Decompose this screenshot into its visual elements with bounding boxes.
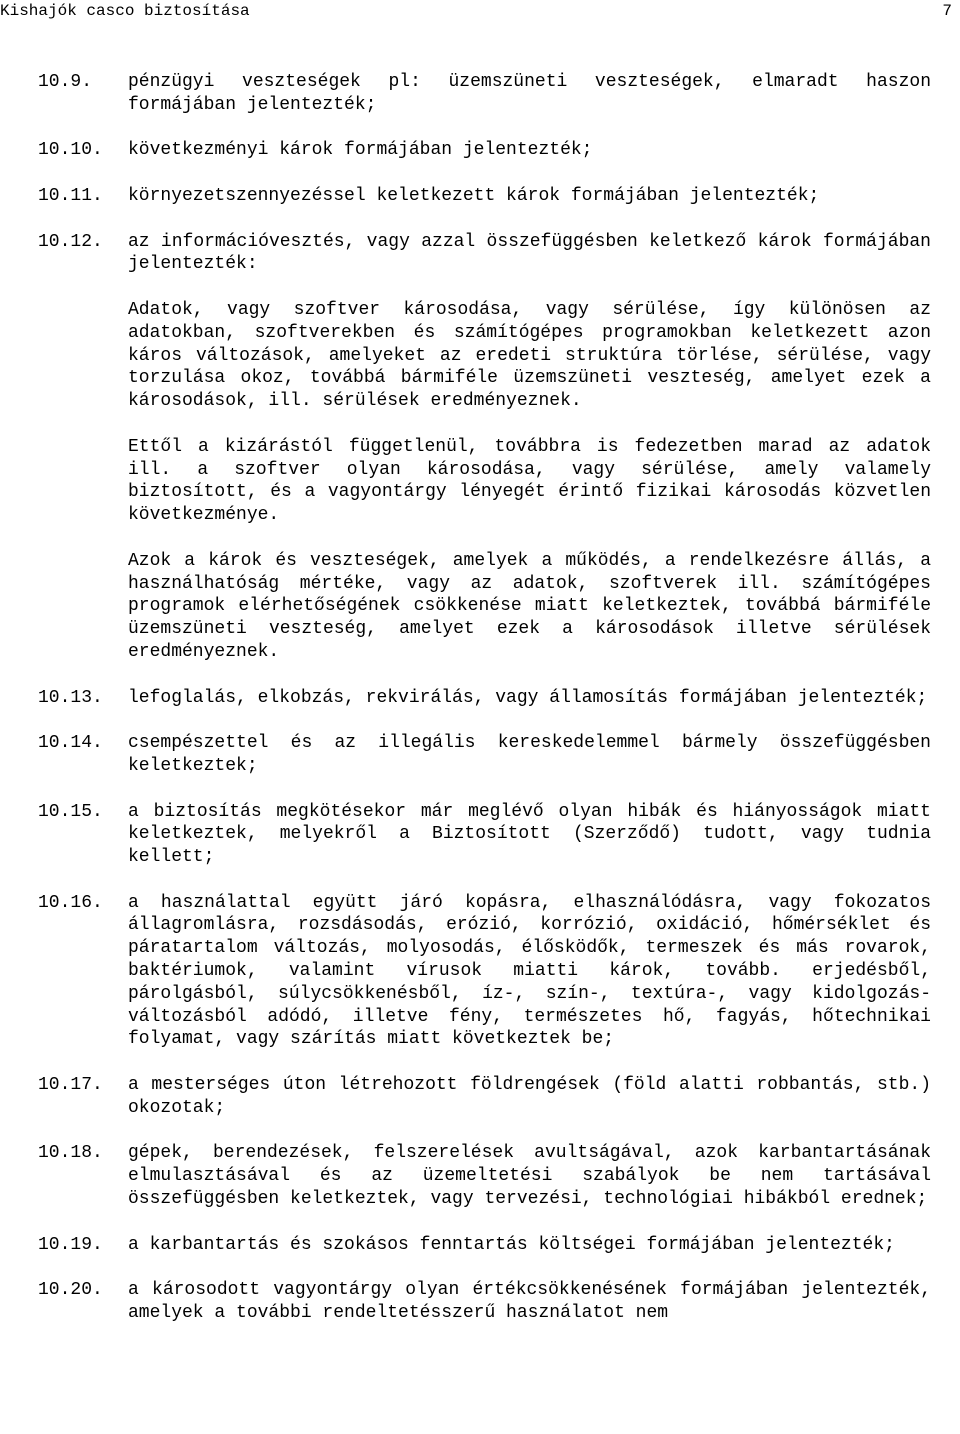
paragraph: az információvesztés, vagy azzal összefüggésben keletkező károk formájában jelentezték: — [128, 231, 931, 275]
item-number: 10.19. — [38, 1234, 103, 1255]
paragraph: Ettől a kizárástól függetlenül, továbbra is fedezetben marad az adatok ill. a szoftver olyan károsodása, vagy sérülése, amely valamely biztosított, és a vagyontárgy lényegét érintő fizikai károsodás közvetlen következménye. — [128, 436, 931, 526]
list-item — [38, 1234, 931, 1257]
item-text — [128, 687, 931, 710]
item-text — [128, 801, 931, 869]
item-number: 10.14. — [38, 733, 103, 754]
item-number: 10.9. — [38, 72, 93, 92]
paragraph: lefoglalás, elkobzás, rekvirálás, vagy államosítás formájában jelentezték; — [128, 687, 928, 708]
item-text — [128, 71, 931, 117]
exclusions-list — [38, 71, 931, 1348]
list-item — [38, 1142, 931, 1210]
item-text — [128, 892, 931, 1052]
paragraph: a biztosítás megkötésekor már meglévő olyan hibák és hiányosságok miatt keletkeztek, melyekről a Biztosított (Szerződő) tudott, vagy tudnia kellett; — [128, 801, 931, 868]
item-text — [128, 231, 931, 664]
item-number: 10.16. — [38, 892, 103, 913]
item-text — [128, 1074, 931, 1120]
list-item — [38, 71, 931, 117]
item-text — [128, 139, 931, 162]
item-number: 10.13. — [38, 687, 103, 708]
item-number: 10.17. — [38, 1075, 103, 1096]
list-item — [38, 1279, 931, 1325]
paragraph: környezetszennyezéssel keletkezett károk formájában jelentezték; — [128, 185, 820, 206]
paragraph: Azok a károk és veszteségek, amelyek a működés, a rendelkezésre állás, a használhatóság mértéke, vagy az adatok, szoftverek ill. számítógépes programok elérhetőségének csökkenése miatt keletkeztek, továbbá bármiféle üzemszüneti veszteség, amelyet ezek a károsodások illetve sérülések eredményeznek. — [128, 550, 931, 662]
list-item — [38, 1074, 931, 1120]
paragraph: a mesterséges úton létrehozott földrengések (föld alatti robbantás, stb.) okozotak; — [128, 1075, 931, 1118]
paragraph: Adatok, vagy szoftver károsodása, vagy sérülése, így különösen az adatokban, szoftverekben és számítógépes programokban keletkezett azon káros változások, amelyeket az eredeti struktúra törlése, sérülése, vagy torzulása okoz, továbbá bármiféle üzemszüneti veszteség, amelyet ezek a károsodások, ill. sérülések eredményeznek. — [128, 299, 931, 412]
item-number: 10.12. — [38, 231, 103, 252]
paragraph: gépek, berendezések, felszerelések avultságával, azok karbantartásának elmulasztásával és az üzemeltetési szabályok be nem tartásával összefüggésben keletkeztek, vagy tervezési, technológiai hibákból erednek; — [128, 1143, 931, 1210]
list-item — [38, 892, 931, 1052]
item-number: 10.11. — [38, 185, 103, 206]
paragraph: a károsodott vagyontárgy olyan értékcsökkenésének formájában jelentezték, amelyek a további rendeltetésszerű használatot nem — [128, 1280, 931, 1324]
list-item — [38, 687, 931, 710]
page-header — [0, 0, 960, 24]
item-text — [128, 732, 931, 778]
item-text — [128, 1279, 931, 1325]
item-number: 10.18. — [38, 1143, 103, 1164]
document-title: Kishajók casco biztosítása — [0, 2, 250, 20]
paragraph: pénzügyi veszteségek pl: üzemszüneti veszteségek, elmaradt haszon formájában jelentezték; — [128, 72, 931, 115]
paragraph: csempészettel és az illegális kereskedelemmel bármely összefüggésben keletkeztek; — [128, 733, 931, 776]
list-item — [38, 732, 931, 778]
paragraph: a használattal együtt járó kopásra, elhasználódásra, vagy fokozatos állagromlásra, rozsdásodás, erózió, korrózió, oxidáció, hőmérséklet és páratartalom változás, molyosodás, élősködők, termeszek és más rovarok, baktériumok, valamint vírusok miatti károk, tovább. erjedésből, párolgásból, súlycsökkenésből, íz-, szín-, textúra-, vagy kidolgozás-változásból adódó, illetve fény, természetes hő, fagyás, hőtechnikai folyamat, vagy szárítás miatt következtek be; — [128, 892, 931, 1050]
item-text — [128, 185, 931, 208]
item-text — [128, 1234, 931, 1257]
list-item — [38, 231, 931, 664]
item-number: 10.20. — [38, 1280, 103, 1301]
paragraph: a karbantartás és szokásos fenntartás költségei formájában jelentezték; — [128, 1234, 895, 1255]
item-number: 10.15. — [38, 801, 103, 822]
page-number: 7 — [942, 2, 952, 20]
list-item — [38, 801, 931, 869]
list-item — [38, 139, 931, 162]
item-text — [128, 1142, 931, 1210]
paragraph: következményi károk formájában jelentezték; — [128, 140, 593, 161]
item-number: 10.10. — [38, 140, 103, 161]
list-item — [38, 185, 931, 208]
